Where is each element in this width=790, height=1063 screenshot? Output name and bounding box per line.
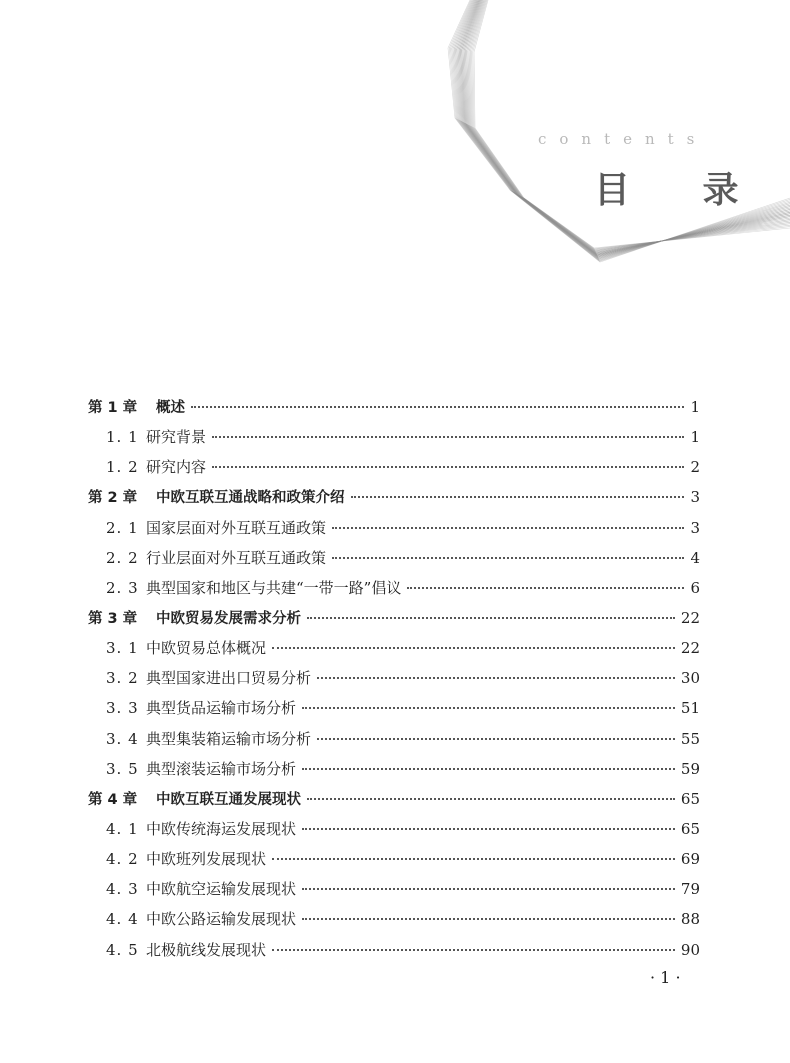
toc-entry-number: 第 2 章 [88, 490, 138, 507]
page-number: · 1 · [650, 968, 681, 987]
toc-chapter-row[interactable] [88, 603, 700, 633]
toc-page-number: 4 [690, 548, 700, 567]
page-title: 目 录 [594, 170, 769, 211]
toc-entry-number: 第 1 章 [88, 400, 138, 416]
toc-entry-title: 研究背景 [146, 428, 207, 447]
dot-leader [332, 557, 684, 559]
toc-entry-title: 行业层面对外互联互通政策 [146, 548, 327, 567]
toc-page-number: 55 [680, 729, 700, 748]
toc-entry-number: 4. 3 [106, 880, 139, 899]
toc-page-number: 69 [680, 850, 700, 869]
dot-leader [307, 798, 675, 800]
toc-page-number: 1 [690, 398, 700, 416]
toc-entry-title: 典型货品运输市场分析 [146, 699, 297, 718]
toc-section-row[interactable] [88, 724, 700, 754]
dot-leader [272, 858, 675, 860]
decorative-line [465, 0, 790, 253]
toc-section-row[interactable] [88, 633, 700, 663]
toc-entry-title: 典型滚装运输市场分析 [146, 759, 297, 778]
toc-page-number: 1 [690, 428, 700, 447]
toc-entry-title: 北极航线发展现状 [146, 940, 267, 959]
toc-entry-number: 3. 4 [106, 729, 139, 748]
toc-section-row[interactable] [88, 935, 700, 965]
toc-section-row[interactable] [88, 904, 700, 934]
toc-entry-number: 4. 5 [106, 940, 139, 959]
dot-leader [302, 828, 675, 830]
toc-entry-title: 典型国家和地区与共建“一带一路”倡议 [146, 578, 402, 597]
toc-chapter-row[interactable] [88, 784, 700, 814]
contents-subtitle: contents [538, 130, 708, 148]
toc-entry-title: 研究内容 [146, 458, 207, 477]
toc-entry-number: 4. 4 [106, 910, 139, 929]
toc-page-number: 3 [690, 488, 700, 507]
toc-page-number: 90 [680, 940, 700, 959]
toc-entry-title: 国家层面对外互联互通政策 [146, 518, 327, 537]
dot-leader [302, 768, 675, 770]
dot-leader [212, 466, 684, 468]
decorative-line [469, 0, 790, 251]
toc-page-number: 2 [690, 458, 700, 477]
toc-section-row[interactable] [88, 814, 700, 844]
toc-entry-number: 2. 2 [106, 548, 139, 567]
toc-entry-number: 第 4 章 [88, 791, 138, 808]
dot-leader [302, 918, 675, 920]
toc-entry-number: 4. 2 [106, 850, 139, 869]
toc-page-number: 3 [690, 518, 700, 537]
toc-section-row[interactable] [88, 452, 700, 482]
toc-entry-number: 3. 1 [106, 639, 139, 658]
toc-entry-title: 中欧班列发展现状 [146, 850, 267, 869]
decorative-line [457, 0, 790, 257]
dot-leader [317, 738, 675, 740]
toc-section-row[interactable] [88, 663, 700, 693]
decorative-line [463, 0, 790, 254]
toc-page-number: 51 [680, 699, 700, 718]
dot-leader [212, 436, 684, 438]
table-of-contents [88, 392, 700, 965]
dot-leader [317, 677, 675, 679]
toc-page-number: 65 [680, 819, 700, 838]
toc-entry-title: 中欧公路运输发展现状 [146, 910, 297, 929]
toc-chapter-row[interactable] [88, 392, 700, 422]
dot-leader [351, 496, 685, 498]
dot-leader [332, 527, 684, 529]
toc-entry-number: 3. 2 [106, 669, 139, 688]
toc-section-row[interactable] [88, 573, 700, 603]
toc-entry-number: 2. 3 [106, 578, 139, 597]
toc-entry-title: 中欧互联互通发展现状 [156, 791, 301, 808]
toc-entry-number: 1. 1 [106, 428, 139, 447]
toc-entry-title: 概述 [156, 400, 185, 416]
toc-section-row[interactable] [88, 844, 700, 874]
toc-entry-number: 4. 1 [106, 819, 139, 838]
toc-page-number: 30 [680, 669, 700, 688]
toc-page-number: 65 [680, 789, 700, 808]
toc-entry-title: 典型集装箱运输市场分析 [146, 729, 312, 748]
toc-entry-title: 中欧航空运输发展现状 [146, 880, 297, 899]
decorative-line-pattern [0, 0, 790, 300]
toc-entry-number: 1. 2 [106, 458, 139, 477]
toc-entry-title: 中欧贸易发展需求分析 [156, 610, 301, 627]
toc-entry-title: 典型国家进出口贸易分析 [146, 669, 312, 688]
decorative-line [468, 0, 790, 251]
toc-section-row[interactable] [88, 874, 700, 904]
dot-leader [407, 587, 684, 589]
dot-leader [272, 949, 675, 951]
toc-entry-title: 中欧互联互通战略和政策介绍 [156, 490, 345, 507]
dot-leader [302, 888, 675, 890]
toc-page-number: 79 [680, 880, 700, 899]
toc-page-number: 22 [680, 608, 700, 627]
toc-entry-number: 2. 1 [106, 518, 139, 537]
toc-chapter-row[interactable] [88, 482, 700, 512]
toc-entry-number: 第 3 章 [88, 610, 138, 627]
toc-entry-number: 3. 3 [106, 699, 139, 718]
toc-section-row[interactable] [88, 693, 700, 723]
toc-section-row[interactable] [88, 422, 700, 452]
dot-leader [307, 617, 675, 619]
toc-page-number: 22 [680, 639, 700, 658]
toc-entry-title: 中欧贸易总体概况 [146, 639, 267, 658]
toc-section-row[interactable] [88, 543, 700, 573]
toc-section-row[interactable] [88, 513, 700, 543]
toc-entry-title: 中欧传统海运发展现状 [146, 819, 297, 838]
toc-page-number: 59 [680, 759, 700, 778]
dot-leader [272, 647, 675, 649]
toc-page-number: 88 [680, 910, 700, 929]
toc-page-number: 6 [690, 578, 700, 597]
dot-leader [191, 406, 684, 408]
toc-section-row[interactable] [88, 754, 700, 784]
toc-entry-number: 3. 5 [106, 759, 139, 778]
dot-leader [302, 707, 675, 709]
